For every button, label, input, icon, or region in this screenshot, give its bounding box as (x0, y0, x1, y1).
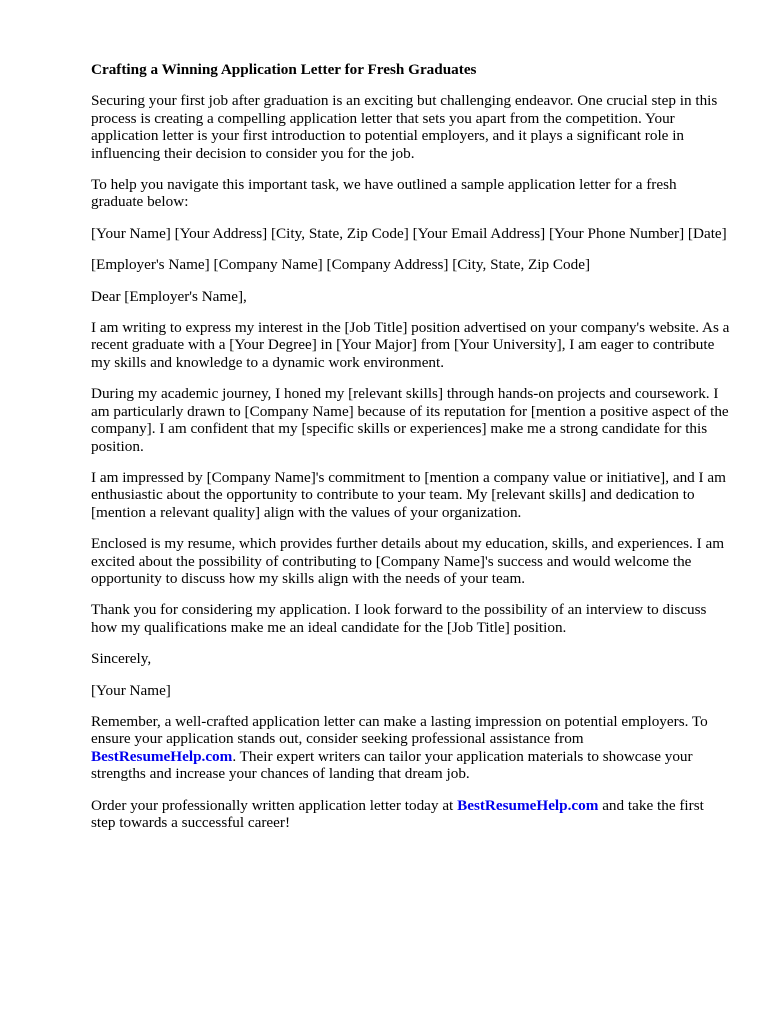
bestresumehelp-link[interactable]: BestResumeHelp.com (91, 747, 233, 765)
document-page (91, 61, 731, 845)
sender-info: [Your Name] [Your Address] [City, State, Zip Code] [Your Email Address] [Your Phone Number] [Date] (91, 224, 727, 242)
salutation: Dear [Employer's Name], (91, 287, 247, 305)
remember-paragraph (91, 713, 731, 783)
remember-text-before-link: Remember, a well-crafted application letter can make a lasting impression on potential employers. To ensure your application stands out, consider seeking professional assistance from (91, 712, 708, 748)
letter-body-paragraph-1: I am writing to express my interest in the [Job Title] position advertised on your company's website. As a recent graduate with a [Your Degree] in [Your Major] from [Your University], I am eager to contribute my skills and knowledge to a dynamic work environment. (91, 319, 730, 371)
order-bestresumehelp-link[interactable]: BestResumeHelp.com (457, 796, 599, 814)
employer-info: [Employer's Name] [Company Name] [Company Address] [City, State, Zip Code] (91, 256, 591, 274)
document-title: Crafting a Winning Application Letter for Fresh Graduates (91, 61, 477, 78)
order-paragraph (91, 797, 731, 832)
order-text-before-link: Order your professionally written application letter today at (91, 796, 458, 814)
remember-text-after-link: . Their expert writers can tailor your application materials to showcase your strengths and increase your chances of landing that dream job. (91, 747, 693, 783)
closing: Sincerely, (91, 650, 152, 668)
signature: [Your Name] (91, 681, 171, 699)
intro-paragraph: Securing your first job after graduation is an exciting but challenging endeavor. One crucial step in this process is creating a compelling application letter that sets you apart from the competition. Your application letter is your first introduction to potential employers, and it plays a significant role in influencing their decision to consider you for the job. (91, 92, 718, 162)
letter-body-paragraph-2: During my academic journey, I honed my [relevant skills] through hands-on projects and coursework. I am particularly drawn to [Company Name] because of its reputation for [mention a positive aspect of the company]. I am confident that my [specific skills or experiences] make me a strong candidate for this position. (91, 385, 729, 455)
guide-paragraph: To help you navigate this important task, we have outlined a sample application letter for a fresh graduate below: (91, 176, 677, 211)
order-text-after-link: and take the first step towards a successful career! (91, 796, 704, 831)
letter-body-paragraph-4: Enclosed is my resume, which provides further details about my education, skills, and experiences. I am excited about the possibility of contributing to [Company Name]'s success and would welcome the opportunity to discuss how my skills align with the needs of your team. (91, 535, 725, 587)
letter-body-paragraph-3: I am impressed by [Company Name]'s commitment to [mention a company value or initiative], and I am enthusiastic about the opportunity to contribute to your team. My [relevant skills] and dedication to [mention a relevant quality] align with the values of your organization. (91, 468, 726, 521)
letter-body-paragraph-5: Thank you for considering my application. I look forward to the possibility of an interview to discuss how my qualifications make me an ideal candidate for the [Job Title] position. (91, 601, 707, 636)
